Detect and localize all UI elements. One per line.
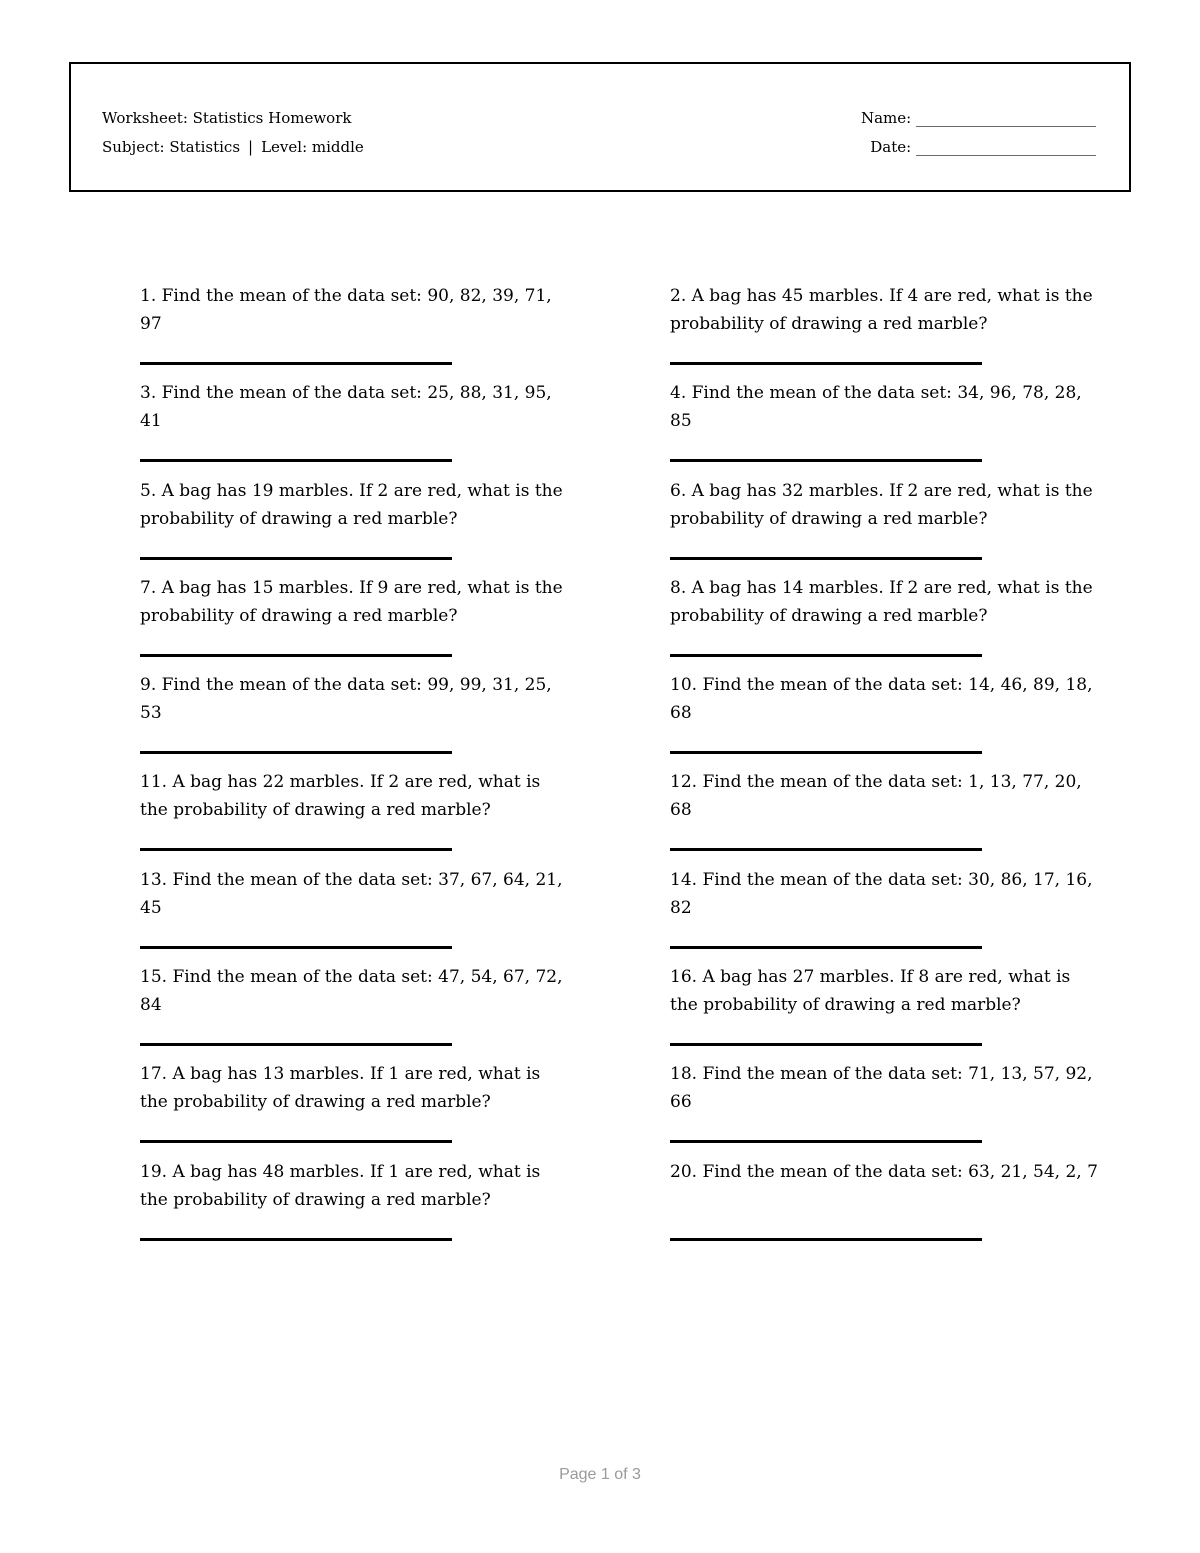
question-text: 2. A bag has 45 marbles. If 4 are red, what is the probability of drawing a red marble? (670, 286, 1093, 334)
answer-line[interactable] (670, 654, 982, 657)
answer-line[interactable] (670, 848, 982, 851)
question-text: 5. A bag has 19 marbles. If 2 are red, what is the probability of drawing a red marble? (140, 480, 563, 529)
question-9 (140, 671, 570, 768)
name-label: Name: (860, 109, 912, 127)
question-19 (140, 1158, 570, 1255)
question-text: 16. A bag has 27 marbles. If 8 are red, what is the probability of drawing a red marble? (670, 967, 1071, 1016)
question-text: 18. Find the mean of the data set: 71, 13, 57, 92, 66 (670, 1064, 1093, 1113)
date-label: Date: (870, 138, 912, 156)
question-text: 12. Find the mean of the data set: 1, 13, 77, 20, 68 (670, 772, 1082, 821)
question-text: 10. Find the mean of the data set: 14, 46, 89, 18, 68 (670, 675, 1093, 724)
question-text: 19. A bag has 48 marbles. If 1 are red, what is the probability of drawing a red marble? (140, 1161, 541, 1210)
answer-line[interactable] (670, 1238, 982, 1241)
answer-line[interactable] (140, 1043, 452, 1046)
question-11 (140, 768, 570, 865)
date-row (861, 133, 1096, 162)
answer-line[interactable] (670, 1043, 982, 1046)
question-15 (140, 963, 570, 1060)
answer-line[interactable] (140, 946, 452, 949)
question-4 (670, 379, 1100, 476)
name-row (861, 104, 1096, 133)
question-text: 3. Find the mean of the data set: 25, 88, 31, 95, 41 (140, 383, 552, 432)
worksheet-header (69, 62, 1131, 192)
question-2 (670, 282, 1100, 379)
date-field[interactable]: ________________________ (916, 138, 1096, 156)
question-text: 6. A bag has 32 marbles. If 2 are red, what is the probability of drawing a red marble? (670, 480, 1093, 529)
question-text: 9. Find the mean of the data set: 99, 99, 31, 25, 53 (140, 675, 552, 724)
question-text: 1. Find the mean of the data set: 90, 82, 39, 71, 97 (140, 286, 552, 334)
question-18 (670, 1060, 1100, 1157)
answer-line[interactable] (670, 751, 982, 754)
question-text: 7. A bag has 15 marbles. If 9 are red, what is the probability of drawing a red marble? (140, 577, 563, 626)
header-left (102, 104, 364, 162)
question-text: 14. Find the mean of the data set: 30, 86, 17, 16, 82 (670, 869, 1093, 918)
separator: | (248, 138, 254, 156)
question-8 (670, 574, 1100, 671)
answer-line[interactable] (670, 1140, 982, 1143)
answer-line[interactable] (670, 557, 982, 560)
question-14 (670, 866, 1100, 963)
question-5 (140, 477, 570, 574)
name-field[interactable]: ________________________ (916, 109, 1096, 127)
question-20 (670, 1158, 1100, 1255)
answer-line[interactable] (670, 459, 982, 462)
answer-line[interactable] (140, 751, 452, 754)
question-16 (670, 963, 1100, 1060)
subject-label: Subject: Statistics (102, 138, 241, 156)
question-7 (140, 574, 570, 671)
answer-line[interactable] (140, 848, 452, 851)
answer-line[interactable] (140, 362, 452, 365)
question-17 (140, 1060, 570, 1157)
question-1 (140, 282, 570, 379)
question-text: 13. Find the mean of the data set: 37, 67, 64, 21, 45 (140, 869, 563, 918)
question-grid (140, 282, 1100, 1255)
answer-line[interactable] (670, 362, 982, 365)
header-right (861, 104, 1096, 162)
page-number: Page 1 of 3 (559, 1466, 641, 1483)
answer-line[interactable] (670, 946, 982, 949)
subject-level-line (102, 133, 364, 162)
answer-line[interactable] (140, 1140, 452, 1143)
question-text: 8. A bag has 14 marbles. If 2 are red, what is the probability of drawing a red marble? (670, 577, 1093, 626)
question-text: 17. A bag has 13 marbles. If 1 are red, what is the probability of drawing a red marble? (140, 1064, 541, 1113)
question-6 (670, 477, 1100, 574)
worksheet-title: Worksheet: Statistics Homework (102, 109, 352, 127)
question-text: 20. Find the mean of the data set: 63, 21, 54, 2, 7 (670, 1161, 1098, 1182)
question-3 (140, 379, 570, 476)
question-text: 4. Find the mean of the data set: 34, 96, 78, 28, 85 (670, 383, 1082, 432)
question-10 (670, 671, 1100, 768)
answer-line[interactable] (140, 459, 452, 462)
question-text: 15. Find the mean of the data set: 47, 54, 67, 72, 84 (140, 967, 563, 1016)
question-12 (670, 768, 1100, 865)
level-label: Level: middle (261, 138, 364, 156)
answer-line[interactable] (140, 1238, 452, 1241)
answer-line[interactable] (140, 654, 452, 657)
question-text: 11. A bag has 22 marbles. If 2 are red, what is the probability of drawing a red marble? (140, 772, 541, 821)
question-13 (140, 866, 570, 963)
answer-line[interactable] (140, 557, 452, 560)
